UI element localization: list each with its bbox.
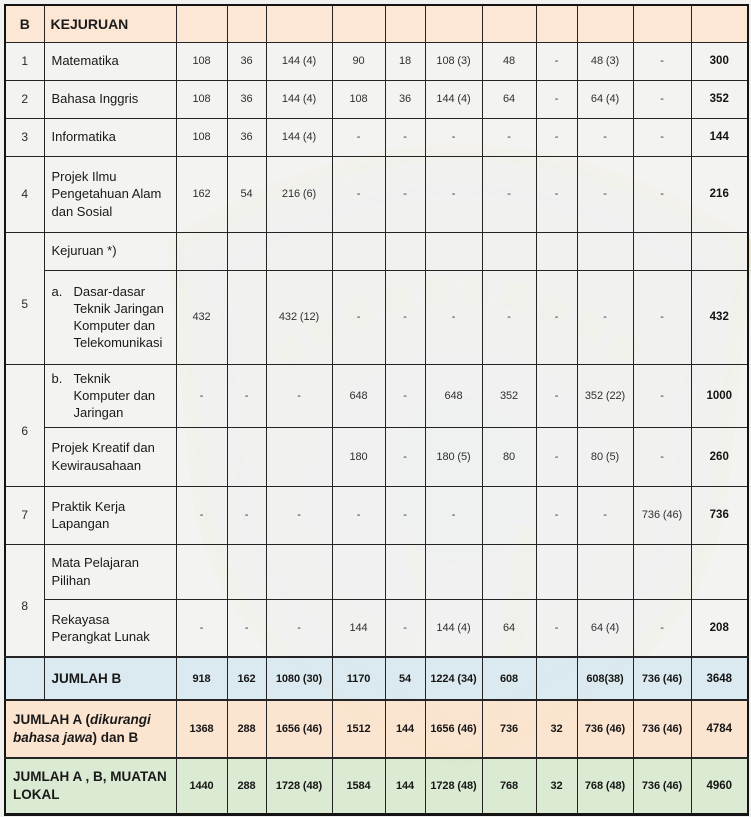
- cell: 736 (46): [577, 700, 633, 758]
- cell: -: [425, 486, 482, 544]
- cell: 144 (4): [266, 80, 332, 118]
- cell: -: [482, 156, 536, 232]
- cell: 144 (4): [425, 599, 482, 657]
- row-number-empty: [5, 657, 44, 700]
- subject-label-text: Dasar-dasar Teknik Jaringan Komputer dan Telekomunikasi: [73, 283, 164, 351]
- list-marker: a.: [51, 283, 63, 299]
- row-number: 6: [5, 364, 44, 486]
- cell: 180 (5): [425, 427, 482, 486]
- header-empty-cell: [536, 5, 577, 42]
- cell: [266, 427, 332, 486]
- cell: -: [176, 486, 227, 544]
- cell: -: [227, 599, 266, 657]
- cell: 108 (3): [425, 42, 482, 80]
- header-section-title: KEJURUAN: [44, 5, 176, 42]
- cell: 80 (5): [577, 427, 633, 486]
- cell: 36: [227, 42, 266, 80]
- cell: 1440: [176, 758, 227, 814]
- cell: 64: [482, 599, 536, 657]
- cell: -: [332, 156, 385, 232]
- cell: -: [536, 486, 577, 544]
- cell: -: [385, 599, 425, 657]
- header-empty-cell: [176, 5, 227, 42]
- cell: 352 (22): [577, 364, 633, 427]
- table-row: [5, 42, 748, 80]
- cell: [482, 544, 536, 599]
- row-total: 736: [691, 486, 748, 544]
- cell: [536, 657, 577, 700]
- table-row: [5, 486, 748, 544]
- cell: -: [332, 118, 385, 156]
- row-total: 1000: [691, 364, 748, 427]
- cell: [176, 232, 227, 270]
- row-total: 144: [691, 118, 748, 156]
- cell: [633, 232, 691, 270]
- cell: 736 (46): [633, 486, 691, 544]
- summary-label-prefix: JUMLAH A (: [13, 712, 90, 728]
- cell: 736: [482, 700, 536, 758]
- row-total: 352: [691, 80, 748, 118]
- cell: -: [536, 118, 577, 156]
- cell: [227, 232, 266, 270]
- cell: -: [227, 486, 266, 544]
- subject-label: Mata Pelajaran Pilihan: [44, 544, 176, 599]
- cell: -: [633, 42, 691, 80]
- cell: -: [227, 364, 266, 427]
- cell: 288: [227, 700, 266, 758]
- cell: 736 (46): [633, 700, 691, 758]
- header-empty-cell: [633, 5, 691, 42]
- cell: -: [536, 599, 577, 657]
- cell: 108: [176, 118, 227, 156]
- subject-label: Matematika: [44, 42, 176, 80]
- cell: 144 (4): [266, 118, 332, 156]
- cell: 352: [482, 364, 536, 427]
- cell: 1368: [176, 700, 227, 758]
- header-empty-cell: [332, 5, 385, 42]
- table-row: [5, 232, 748, 270]
- summary-label-italic: dikurangi bahasa jawa: [13, 712, 151, 745]
- table-row: [5, 156, 748, 232]
- cell: 144 (4): [266, 42, 332, 80]
- cell: 32: [536, 700, 577, 758]
- row-number: 3: [5, 118, 44, 156]
- cell: 736 (46): [633, 758, 691, 814]
- subject-label: Kejuruan *): [44, 232, 176, 270]
- cell: 36: [227, 80, 266, 118]
- cell: 64 (4): [577, 80, 633, 118]
- cell: 32: [536, 758, 577, 814]
- cell: -: [482, 118, 536, 156]
- row-total: 208: [691, 599, 748, 657]
- cell: 54: [385, 657, 425, 700]
- cell: 162: [176, 156, 227, 232]
- cell: 1656 (46): [266, 700, 332, 758]
- header-empty-cell: [227, 5, 266, 42]
- cell: -: [577, 270, 633, 364]
- cell: -: [633, 599, 691, 657]
- cell: -: [385, 118, 425, 156]
- subject-label: Projek Kreatif dan Kewirausahaan: [44, 427, 176, 486]
- cell: [577, 544, 633, 599]
- row-total: 300: [691, 42, 748, 80]
- cell: [536, 232, 577, 270]
- header-empty-cell: [691, 5, 748, 42]
- cell: -: [385, 364, 425, 427]
- cell: -: [633, 80, 691, 118]
- cell: [385, 232, 425, 270]
- cell: -: [633, 118, 691, 156]
- summary-label: [5, 700, 176, 758]
- cell: [176, 544, 227, 599]
- subject-label-text: Teknik Komputer dan Jaringan: [73, 370, 156, 421]
- header-empty-cell: [425, 5, 482, 42]
- cell: 1728 (48): [425, 758, 482, 814]
- cell: [536, 544, 577, 599]
- summary-label-suffix: ) dan B: [92, 730, 139, 745]
- row-number: 7: [5, 486, 44, 544]
- row-total: 3648: [691, 657, 748, 700]
- curriculum-table: [4, 4, 749, 816]
- row-number: 1: [5, 42, 44, 80]
- cell: 90: [332, 42, 385, 80]
- cell: 216 (6): [266, 156, 332, 232]
- cell: 64: [482, 80, 536, 118]
- cell: -: [633, 364, 691, 427]
- cell: -: [536, 364, 577, 427]
- cell: 768 (48): [577, 758, 633, 814]
- cell: 108: [176, 80, 227, 118]
- table-row: [5, 118, 748, 156]
- subject-label: [44, 364, 176, 427]
- cell: 648: [332, 364, 385, 427]
- row-total: 4960: [691, 758, 748, 814]
- row-number: 2: [5, 80, 44, 118]
- cell: -: [633, 270, 691, 364]
- cell: [266, 544, 332, 599]
- cell: -: [385, 486, 425, 544]
- cell: 1512: [332, 700, 385, 758]
- cell: -: [332, 486, 385, 544]
- table-row: [5, 80, 748, 118]
- header-empty-cell: [577, 5, 633, 42]
- cell: -: [176, 364, 227, 427]
- cell: 608: [482, 657, 536, 700]
- list-marker: b.: [51, 370, 63, 386]
- row-total: 432: [691, 270, 748, 364]
- cell: 432 (12): [266, 270, 332, 364]
- header-empty-cell: [482, 5, 536, 42]
- cell: -: [425, 118, 482, 156]
- cell: 608(38): [577, 657, 633, 700]
- cell: -: [482, 270, 536, 364]
- cell: 144: [385, 758, 425, 814]
- table-row: [5, 599, 748, 657]
- table-row: [5, 270, 748, 364]
- cell: -: [425, 270, 482, 364]
- cell: -: [536, 156, 577, 232]
- cell: 918: [176, 657, 227, 700]
- cell: [482, 486, 536, 544]
- cell: 1656 (46): [425, 700, 482, 758]
- cell: 144: [385, 700, 425, 758]
- cell: -: [536, 42, 577, 80]
- row-number: 5: [5, 232, 44, 364]
- row-total: [691, 232, 748, 270]
- subject-label: Rekayasa Perangkat Lunak: [44, 599, 176, 657]
- cell: [227, 544, 266, 599]
- cell: 48: [482, 42, 536, 80]
- cell: 736 (46): [633, 657, 691, 700]
- table-header-row: [5, 5, 748, 42]
- cell: [633, 544, 691, 599]
- header-empty-cell: [385, 5, 425, 42]
- cell: [482, 232, 536, 270]
- cell: 144 (4): [425, 80, 482, 118]
- cell: -: [536, 427, 577, 486]
- cell: [425, 232, 482, 270]
- cell: -: [176, 599, 227, 657]
- cell: -: [266, 364, 332, 427]
- subject-label: [44, 270, 176, 364]
- cell: [176, 427, 227, 486]
- cell: -: [385, 270, 425, 364]
- cell: [385, 544, 425, 599]
- cell: -: [536, 80, 577, 118]
- cell: 80: [482, 427, 536, 486]
- cell: 144: [332, 599, 385, 657]
- subject-label: Praktik Kerja Lapangan: [44, 486, 176, 544]
- cell: 48 (3): [577, 42, 633, 80]
- cell: [332, 232, 385, 270]
- row-total: 260: [691, 427, 748, 486]
- cell: 18: [385, 42, 425, 80]
- table-row: [5, 427, 748, 486]
- cell: 108: [176, 42, 227, 80]
- summary-row-jumlah-ab: [5, 758, 748, 814]
- cell: 36: [385, 80, 425, 118]
- cell: [425, 544, 482, 599]
- table-row: [5, 364, 748, 427]
- cell: 108: [332, 80, 385, 118]
- cell: 1584: [332, 758, 385, 814]
- cell: 36: [227, 118, 266, 156]
- cell: -: [577, 156, 633, 232]
- cell: 1728 (48): [266, 758, 332, 814]
- cell: 162: [227, 657, 266, 700]
- row-total: 216: [691, 156, 748, 232]
- cell: -: [266, 486, 332, 544]
- cell: 64 (4): [577, 599, 633, 657]
- cell: -: [332, 270, 385, 364]
- cell: -: [385, 156, 425, 232]
- summary-row-jumlah-b: [5, 657, 748, 700]
- cell: 1080 (30): [266, 657, 332, 700]
- row-total: [691, 544, 748, 599]
- row-number: 4: [5, 156, 44, 232]
- cell: 1170: [332, 657, 385, 700]
- cell: 648: [425, 364, 482, 427]
- cell: [332, 544, 385, 599]
- summary-row-jumlah-a: [5, 700, 748, 758]
- cell: [577, 232, 633, 270]
- cell: -: [577, 486, 633, 544]
- cell: -: [633, 427, 691, 486]
- subject-label: Projek Ilmu Pengetahuan Alam dan Sosial: [44, 156, 176, 232]
- cell: 768: [482, 758, 536, 814]
- header-section-index: B: [5, 5, 44, 42]
- cell: -: [266, 599, 332, 657]
- subject-label: Informatika: [44, 118, 176, 156]
- summary-label: JUMLAH B: [44, 657, 176, 700]
- cell: [227, 427, 266, 486]
- cell: [227, 270, 266, 364]
- cell: -: [536, 270, 577, 364]
- cell: -: [425, 156, 482, 232]
- header-empty-cell: [266, 5, 332, 42]
- cell: 54: [227, 156, 266, 232]
- cell: 180: [332, 427, 385, 486]
- table-row: [5, 544, 748, 599]
- cell: 1224 (34): [425, 657, 482, 700]
- cell: -: [577, 118, 633, 156]
- summary-label: JUMLAH A , B, MUATAN LOKAL: [5, 758, 176, 814]
- cell: 432: [176, 270, 227, 364]
- cell: -: [633, 156, 691, 232]
- cell: [266, 232, 332, 270]
- cell: -: [385, 427, 425, 486]
- cell: 288: [227, 758, 266, 814]
- row-total: 4784: [691, 700, 748, 758]
- subject-label: Bahasa Inggris: [44, 80, 176, 118]
- row-number: 8: [5, 544, 44, 657]
